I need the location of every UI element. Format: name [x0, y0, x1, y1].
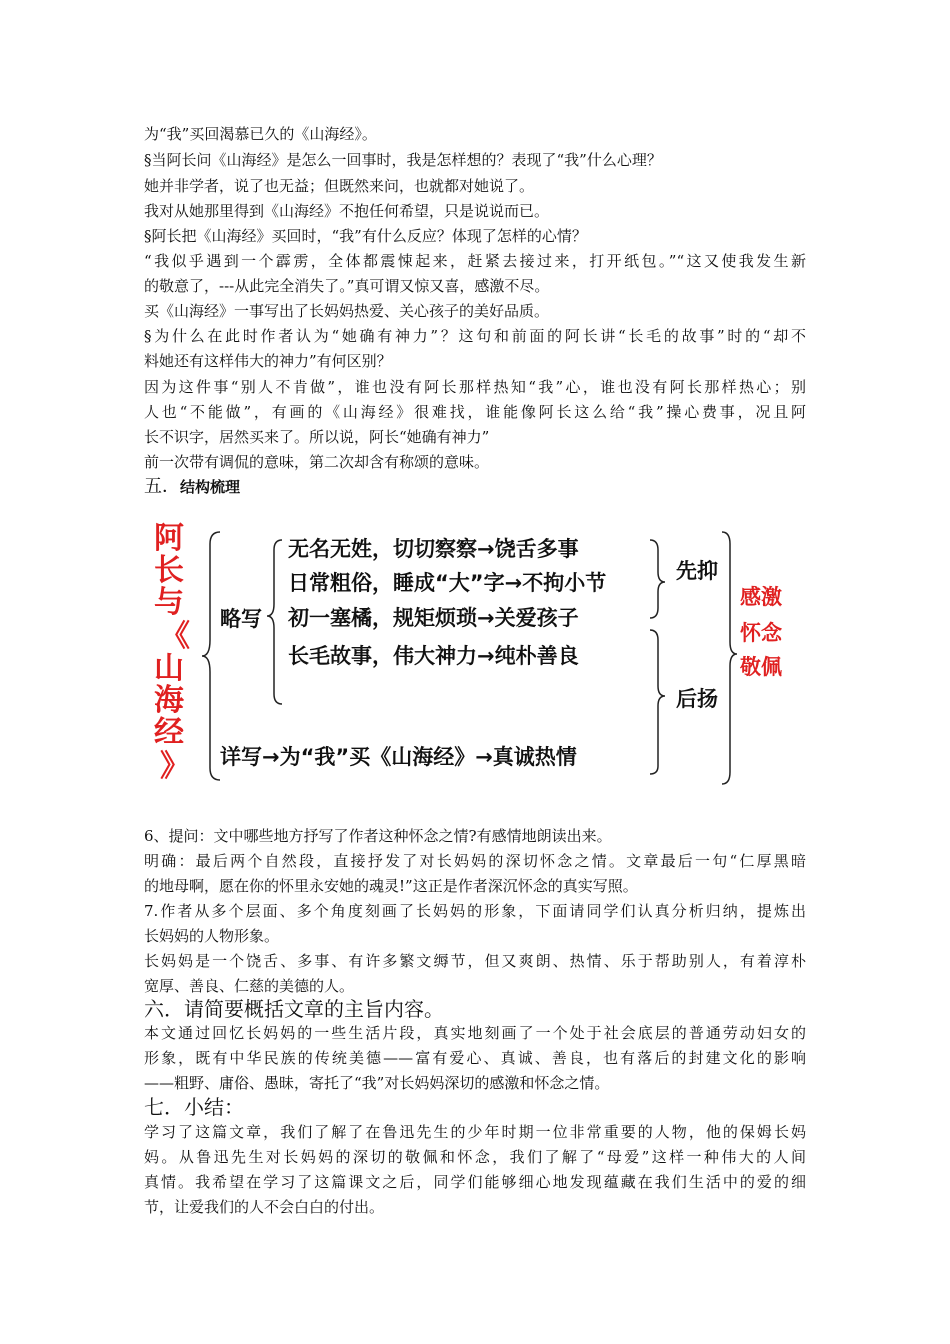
text-line: 形象，既有中华民族的传统美德——富有爱心、真诚、善良，也有落后的封建文化的影响: [144, 1049, 806, 1067]
brief-label: 略写: [220, 607, 262, 631]
text-line: 的敬意了，---从此完全消失了。”真可谓又惊又喜，感激不尽。: [144, 277, 550, 295]
praise-label: 后扬: [676, 687, 718, 711]
brief-item: 初一塞橘，规矩烦琐→关爱孩子: [288, 606, 579, 630]
question-line: 6、提问：文中哪些地方抒写了作者这种怀念之情?有感情地朗读出来。: [144, 827, 612, 845]
text-line: 为“我”买回渴慕已久的《山海经》。: [144, 125, 377, 143]
text-line: 长不识字，居然买来了。所以说，阿长“她确有神力”: [144, 428, 490, 446]
brief-item: 长毛故事，伟大神力→纯朴善良: [288, 644, 579, 668]
text-line: 前一次带有调侃的意味，第二次却含有称颂的意味。: [144, 453, 490, 471]
praise-brace: [650, 630, 665, 774]
text-line: 因为这件事“别人不肯做”，谁也没有阿长那样热知“我”心，谁也没有阿长那样热心；别: [144, 378, 806, 396]
section-5-heading: [144, 476, 240, 498]
text-line: 真情。我希望在学习了这篇课文之后，同学们能够细心地发现蕴藏在我们生活中的爱的细: [144, 1173, 806, 1191]
main-brace: [202, 532, 220, 780]
question-line: §阿长把《山海经》买回时，“我”有什么反应？体现了怎样的心情？: [144, 227, 587, 245]
text-line: 宽厚、善良、仁慈的美德的人。: [144, 977, 355, 995]
structure-diagram: [140, 518, 800, 788]
diagram-title-char: 《: [160, 619, 190, 654]
diagram-title-char: 海: [154, 683, 184, 718]
text-line: 节，让爱我们的人不会白白的付出。: [144, 1198, 385, 1216]
outer-right-brace: [722, 532, 737, 784]
section-7-heading: 七．小结：: [144, 1095, 244, 1119]
suppress-brace: [650, 540, 665, 618]
feeling-label: 怀念: [740, 621, 782, 645]
section-5-number: 五．: [144, 476, 180, 497]
text-line: 长妈妈是一个饶舌、多事、有许多繁文缛节，但又爽朗、热情、乐于帮助别人，有着淳朴: [144, 952, 806, 970]
diagram-title-char: 与: [154, 585, 184, 620]
text-line: ——粗野、庸俗、愚昧，寄托了“我”对长妈妈深切的感激和怀念之情。: [144, 1074, 610, 1092]
section-5-title: 结构梳理: [180, 478, 241, 496]
diagram-title-char: 》: [160, 749, 190, 784]
diagram-title-char: 山: [154, 651, 184, 686]
brief-brace: [267, 540, 282, 704]
text-line: 学习了这篇文章，我们了解了在鲁迅先生的少年时期一位非常重要的人物，他的保姆长妈: [144, 1123, 806, 1141]
feeling-label: 感激: [740, 585, 782, 609]
text-line: 妈。从鲁迅先生对长妈妈的深切的敬佩和怀念，我们了解了“母爱”这样一种伟大的人间: [144, 1148, 806, 1166]
question-line: 7.作者从多个层面、多个角度刻画了长妈妈的形象，下面请同学们认真分析归纳，提炼出: [144, 902, 806, 920]
brief-item: 日常粗俗，睡成“大”字→不拘小节: [288, 571, 607, 595]
text-line: 本文通过回忆长妈妈的一些生活片段，真实地刻画了一个处于社会底层的普通劳动妇女的: [144, 1024, 806, 1042]
text-line: 明确：最后两个自然段，直接抒发了对长妈妈的深切怀念之情。文章最后一句“仁厚黑暗: [144, 852, 806, 870]
text-line: 买《山海经》一事写出了长妈妈热爱、关心孩子的美好品质。: [144, 302, 550, 320]
question-line: §为什么在此时作者认为“她确有神力”？这句和前面的阿长讲“长毛的故事”时的“却不: [144, 327, 806, 345]
diagram-title-char: 经: [154, 715, 184, 750]
brief-item: 无名无姓，切切察察→饶舌多事: [288, 537, 579, 561]
section-6-heading: 六．请简要概括文章的主旨内容。: [144, 997, 444, 1021]
text-line: 我对从她那里得到《山海经》不抱任何希望，只是说说而已。: [144, 202, 550, 220]
diagram-title-char: 阿: [154, 521, 184, 556]
text-line: 人也“不能做”，有画的《山海经》很难找，谁能像阿长这么给“我”操心费事，况且阿: [144, 403, 806, 421]
text-line: 的地母啊，愿在你的怀里永安她的魂灵!”这正是作者深沉怀念的真实写照。: [144, 877, 638, 895]
text-line: 她并非学者，说了也无益；但既然来问，也就都对她说了。: [144, 177, 535, 195]
detail-line: 详写→为“我”买《山海经》→真诚热情: [220, 745, 577, 769]
question-line: 长妈妈的人物形象。: [144, 927, 280, 945]
text-line: “我似乎遇到一个霹雳，全体都震悚起来，赶紧去接过来，打开纸包。”“这又使我发生新: [144, 252, 806, 270]
suppress-label: 先抑: [676, 559, 718, 583]
question-line: §当阿长问《山海经》是怎么一回事时，我是怎样想的？表现了“我”什么心理？: [144, 151, 662, 169]
diagram-title-char: 长: [154, 553, 184, 588]
question-line: 料她还有这样伟大的神力”有何区别？: [144, 352, 392, 370]
feeling-label: 敬佩: [740, 655, 782, 679]
